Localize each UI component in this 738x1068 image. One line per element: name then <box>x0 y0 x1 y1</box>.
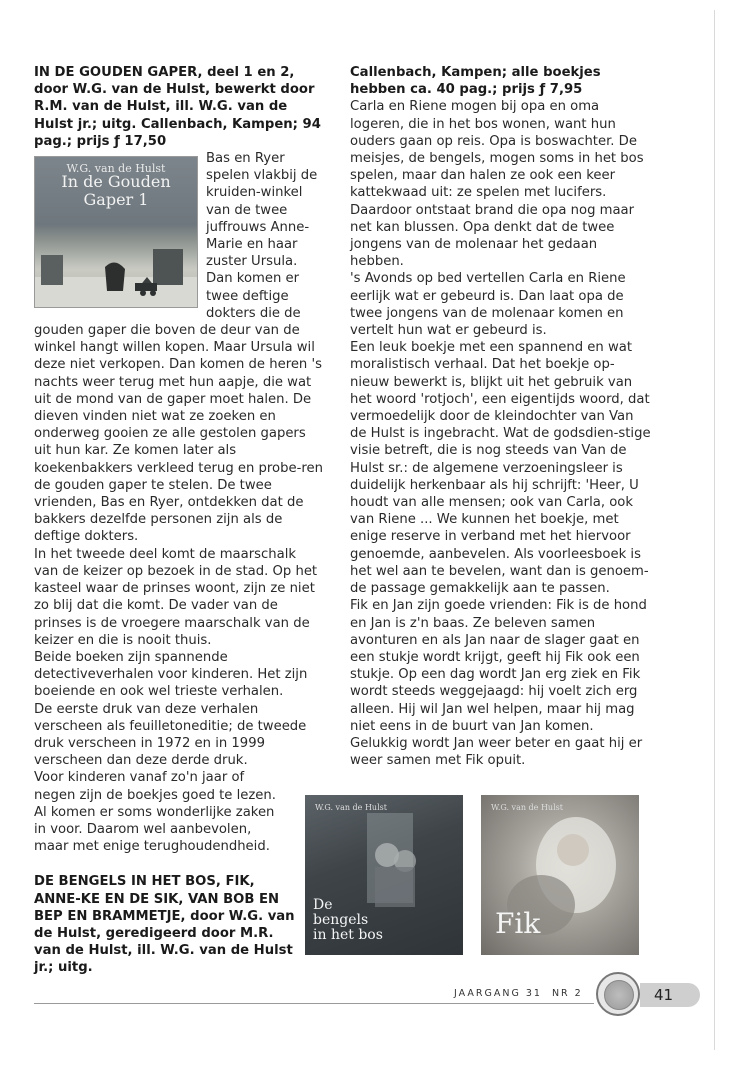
page-edge-line <box>714 10 715 1050</box>
review1-paragraph-2: In het tweede deel komt de maarschalk van de keizer op bezoek in de stad. Op het kasteel waar de prinses woont, zijn ze niet zo blij dat die komt. De vader van de prinses is de vroegere maarschalk van de keizer en die is nooit thuis. <box>34 546 318 648</box>
snow-scene-illustration <box>35 247 197 307</box>
cover-de-bengels-in-het-bos <box>305 795 463 955</box>
fik-cover-author: W.G. van de Hulst <box>491 803 563 812</box>
bengels-cover-title: De bengels in het bos <box>313 897 383 943</box>
review2-header-continued: Callenbach, Kampen; alle boekjes hebben ca. 40 pag.; prijs ƒ 7,95 <box>350 65 601 98</box>
review2-paragraph-4: Fik en Jan zijn goede vrienden: Fik is de hond en Jan is z'n baas. Ze beleven samen avonturen en als Jan naar de slager gaat en een stukje wordt krijgt, geeft hij Fik ook een stukje. Op een dag wordt Jan erg ziek en Fik wordt steeds weggejaagd: hij voelt zich erg alleen. Hij wil Jan wel helpen, maar hij mag niet eens in de buurt van Jan komen. Gelukkig wordt Jan weer beter en gaat hij er weer samen met Fik opuit. <box>350 598 647 769</box>
cover1-title: In de Gouden Gaper 1 <box>61 172 171 210</box>
review2-paragraph-1: Carla en Riene mogen bij opa en oma logeren, die in het bos wonen, want hun ouders gaan op reis. Opa is boswachter. De meisjes, de bengels, mogen soms in het bos spelen, maar dan halen ze ook een keer kattekwaad uit: ze spelen met lucifers. Daardoor ontstaat brand die opa nog maar net kan blussen. Opa denkt dat de twee jongens van de molenaar het gedaan hebben. <box>350 99 644 270</box>
bengels-cover-author: W.G. van de Hulst <box>315 803 387 812</box>
review1-header: IN DE GOUDEN GAPER, deel 1 en 2, door W.G. van de Hulst, bewerkt door R.M. van de Hulst, ill. W.G. van de Hulst jr.; uitg. Callenbach, Kampen; 94 pag.; prijs ƒ 17,50 <box>34 65 321 149</box>
page-number: 41 <box>640 983 700 1007</box>
footer-nr: NR 2 <box>551 988 583 999</box>
review2-paragraph-2: 's Avonds op bed vertellen Carla en Riene eerlijk wat er gebeurd is. Dan laat opa de twee jongens van de molenaar komen en vertelt hun wat er gebeurd is. <box>350 271 626 339</box>
footer-jaargang: JAARGANG 31 <box>454 988 542 999</box>
review1-paragraph-3: Beide boeken zijn spannende detectiveverhalen voor kinderen. Het zijn boeiende en ook wel trieste verhalen. <box>34 649 308 700</box>
footer-issue <box>454 988 593 999</box>
cover1-author: W.G. van de Hulst <box>66 162 166 176</box>
cover-in-de-gouden-gaper <box>34 156 198 308</box>
review2-paragraph-3: Een leuk boekje met een spannend en wat moralistisch verhaal. Dat het boekje op-nieuw bewerkt is, blijkt uit het gebruik van het woord 'rotjoch', een eigentijds woord, dat vermoedelijk door de kleindochter van Van de Hulst is ingebracht. Wat de godsdien-stige visie betreft, die is nog steeds van Van de Hulst sr.: de algemene verzoeningsleer is duidelijk herkenbaar als hij schrijft: 'Heer, U houdt van alle mensen; ook van Carla, ook van Riene ... We kunnen het boekje, met enige reserve in verband met het hiervoor genoemde, aanbevelen. Als voorleesboek is het wel aan te bevelen, want dan is genoem-de passage gemakkelijk aan te passen. <box>350 340 651 597</box>
magazine-seal-icon <box>596 972 640 1016</box>
fik-cover-title: Fik <box>495 907 541 940</box>
review2-header: DE BENGELS IN HET BOS, FIK, ANNE-KE EN DE SIK, VAN BOB EN BEP EN BRAMMETJE, door W.G. van de Hulst, geredigeerd door M.R. van de Hulst, ill. W.G. van de Hulst jr.; uitg. <box>34 874 295 976</box>
review1-paragraph-5: Voor kinderen vanaf zo'n jaar of negen zijn de boekjes goed te lezen. Al komen er soms wonderlijke zaken in voor. Daarom wel aanbevolen, maar met enige terughoudendheid. <box>34 770 276 855</box>
cover-fik <box>481 795 639 955</box>
footer-rule <box>34 1003 594 1004</box>
right-column <box>350 64 652 769</box>
review1-paragraph-1: Bas en Ryer spelen vlakbij de kruiden-winkel van de twee juffrouws Anne-Marie en haar zuster Ursula. Dan komen er twee deftige dokters die de gouden gaper die boven de deur van de winkel hangt willen kopen. Maar Ursula wil deze niet verkopen. Dan komen de heren 's nachts weer terug met hun aapje, die wat uit de mond van de gaper moet halen. De dieven vinden niet wat ze zoeken en onderweg gooien ze alle gestolen gapers uit hun kar. Ze komen later als koekenbakkers verkleed terug en probe-ren de gouden gaper te stelen. De twee vrienden, Bas en Ryer, ontdekken dat de bakkers dezelfde personen zijn als de deftige dokters. <box>34 151 323 545</box>
review1-paragraph-4: De eerste druk van deze verhalen verscheen als feuilletoneditie; de tweede druk verscheen in 1972 en in 1999 verscheen dan deze derde druk. <box>34 701 307 769</box>
left-column <box>34 64 324 977</box>
